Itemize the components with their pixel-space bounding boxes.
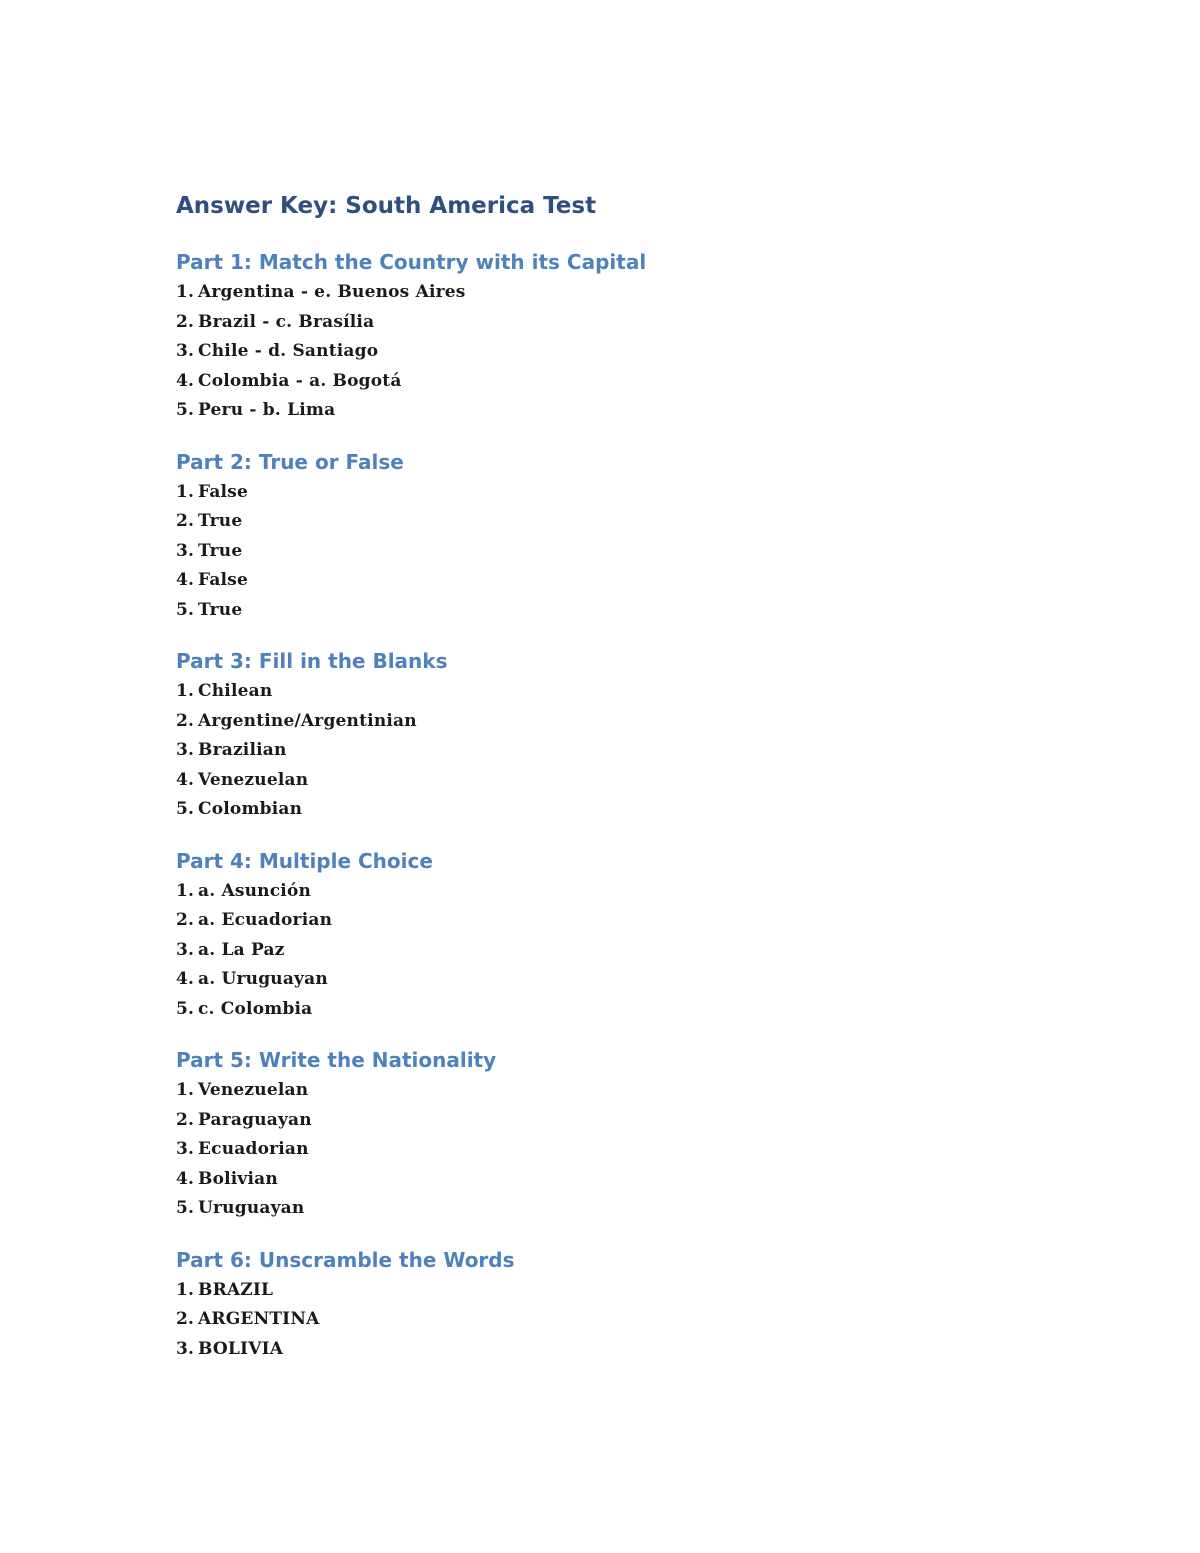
answer-text: a. La Paz xyxy=(198,939,285,960)
answer-item xyxy=(176,367,1076,397)
answer-list xyxy=(176,677,1076,825)
answer-number: 3. xyxy=(176,540,195,561)
section-heading: Part 6: Unscramble the Words xyxy=(176,1247,515,1272)
answer-item xyxy=(176,936,1076,966)
answer-text: True xyxy=(198,599,243,620)
answer-item xyxy=(176,1106,1076,1136)
answer-number: 4. xyxy=(176,370,195,391)
answer-number: 4. xyxy=(176,769,195,790)
answer-number: 2. xyxy=(176,311,195,332)
answer-text: Argentine/Argentinian xyxy=(198,710,417,731)
answer-number: 2. xyxy=(176,710,195,731)
answer-number: 2. xyxy=(176,910,195,930)
answer-text: Argentina - e. Buenos Aires xyxy=(198,282,466,302)
answer-item xyxy=(176,1276,1076,1306)
answer-number: 5. xyxy=(176,998,195,1019)
sections-container xyxy=(176,247,1076,1364)
answer-item xyxy=(176,906,1076,936)
answer-list xyxy=(176,278,1076,426)
section-part-2 xyxy=(176,447,1076,626)
answer-text: Chile - d. Santiago xyxy=(198,341,379,361)
answer-item xyxy=(176,795,1076,825)
answer-number: 1. xyxy=(176,880,195,901)
section-heading: Part 1: Match the Country with its Capital xyxy=(176,250,647,274)
answer-number: 4. xyxy=(176,1168,195,1189)
answer-item xyxy=(176,707,1076,737)
answer-text: BRAZIL xyxy=(198,1279,274,1300)
answer-text: True xyxy=(198,511,243,531)
answer-number: 3. xyxy=(176,341,195,361)
answer-text: False xyxy=(198,570,248,590)
answer-text: Bolivian xyxy=(198,1168,278,1189)
answer-number: 2. xyxy=(176,511,195,531)
answer-text: False xyxy=(198,481,248,502)
answer-list xyxy=(176,1276,1076,1365)
answer-number: 2. xyxy=(176,1309,195,1329)
answer-text: Chilean xyxy=(198,681,273,701)
answer-list xyxy=(176,1076,1076,1224)
answer-item xyxy=(176,566,1076,596)
answer-number: 4. xyxy=(176,570,195,590)
answer-number: 1. xyxy=(176,282,195,302)
answer-item xyxy=(176,308,1076,338)
answer-number: 5. xyxy=(176,799,195,819)
answer-item xyxy=(176,596,1076,626)
answer-item xyxy=(176,537,1076,567)
answer-item xyxy=(176,736,1076,766)
answer-number: 1. xyxy=(176,1279,195,1300)
answer-item xyxy=(176,1335,1076,1365)
answer-text: True xyxy=(198,540,243,561)
answer-number: 1. xyxy=(176,681,195,701)
section-part-6 xyxy=(176,1245,1076,1365)
answer-text: Brazil - c. Brasília xyxy=(198,311,375,332)
answer-number: 5. xyxy=(176,599,195,620)
section-part-5 xyxy=(176,1045,1076,1224)
answer-item xyxy=(176,1076,1076,1106)
section-heading: Part 4: Multiple Choice xyxy=(176,848,433,873)
answer-item xyxy=(176,766,1076,796)
answer-text: Uruguayan xyxy=(198,1198,305,1218)
answer-number: 1. xyxy=(176,481,195,502)
answer-number: 3. xyxy=(176,1338,195,1359)
answer-text: Paraguayan xyxy=(198,1109,312,1130)
answer-item xyxy=(176,478,1076,508)
answer-item xyxy=(176,1165,1076,1195)
section-part-4 xyxy=(176,846,1076,1025)
answer-item xyxy=(176,507,1076,537)
answer-text: Colombia - a. Bogotá xyxy=(198,370,402,391)
document-title: Answer Key: South America Test xyxy=(176,193,597,219)
answer-text: Brazilian xyxy=(198,740,287,760)
section-heading: Part 3: Fill in the Blanks xyxy=(176,649,448,673)
answer-text: c. Colombia xyxy=(198,998,313,1019)
answer-item xyxy=(176,877,1076,907)
answer-item xyxy=(176,337,1076,367)
answer-item xyxy=(176,278,1076,308)
answer-text: Colombian xyxy=(198,799,303,819)
answer-item xyxy=(176,1305,1076,1335)
answer-number: 3. xyxy=(176,740,195,760)
section-part-3 xyxy=(176,646,1076,825)
answer-number: 3. xyxy=(176,939,195,960)
answer-text: Peru - b. Lima xyxy=(198,400,336,420)
answer-item xyxy=(176,965,1076,995)
section-heading: Part 2: True or False xyxy=(176,449,404,474)
answer-number: 4. xyxy=(176,969,195,989)
answer-number: 5. xyxy=(176,400,195,420)
answer-item xyxy=(176,1135,1076,1165)
answer-text: a. Ecuadorian xyxy=(198,910,333,930)
answer-number: 3. xyxy=(176,1139,195,1159)
answer-text: Venezuelan xyxy=(198,1080,309,1100)
section-part-1 xyxy=(176,247,1076,426)
answer-list xyxy=(176,877,1076,1025)
answer-item xyxy=(176,995,1076,1025)
answer-text: ARGENTINA xyxy=(198,1309,320,1329)
answer-number: 1. xyxy=(176,1080,195,1100)
answer-list xyxy=(176,478,1076,626)
answer-number: 2. xyxy=(176,1109,195,1130)
document-content xyxy=(176,190,1076,1364)
answer-text: a. Asunción xyxy=(198,880,312,901)
answer-text: Ecuadorian xyxy=(198,1139,309,1159)
answer-number: 5. xyxy=(176,1198,195,1218)
answer-text: Venezuelan xyxy=(198,769,309,790)
answer-text: a. Uruguayan xyxy=(198,969,328,989)
answer-item xyxy=(176,1194,1076,1224)
answer-item xyxy=(176,677,1076,707)
answer-text: BOLIVIA xyxy=(198,1338,284,1359)
section-heading: Part 5: Write the Nationality xyxy=(176,1048,497,1072)
answer-item xyxy=(176,396,1076,426)
